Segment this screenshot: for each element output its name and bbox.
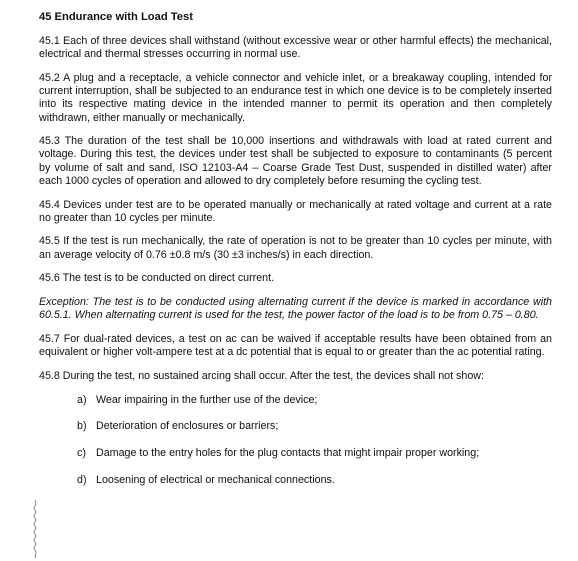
revision-bar-mark [32,500,38,558]
list-item [39,447,552,460]
exception-note: Exception: The test is to be conducted using alternating current if the device is marked in accordance with 60.5.1. When alternating current is used for the test, the power factor of the load is to be from 0.75 – 0.80. [39,296,552,322]
paragraph-45-6: 45.6 The test is to be conducted on direct current. [39,272,275,285]
list-item [39,394,552,407]
list-item [39,474,552,487]
list-item-text: Deterioration of enclosures or barriers; [96,420,279,433]
list-marker: b) [77,420,87,433]
list-marker: d) [77,473,87,486]
list-item-text: Damage to the entry holes for the plug contacts that might impair proper working; [96,446,480,459]
list-marker: c) [77,446,86,459]
paragraph-45-3: 45.3 The duration of the test shall be 10,000 insertions and withdrawals with load at rated current and voltage. During this test, the devices under test shall be subjected to exposure to contaminants (5 percent by volume of salt and sand, ISO 12103-A4 – Coarse Grade Test Dust, suspended in distilled water) after each 1000 cycles of operation and allowed to dry completely before resuming the cycling test. [39,135,552,187]
section-heading: 45 Endurance with Load Test [39,11,193,23]
document-page [39,10,552,500]
list-item-text: Loosening of electrical or mechanical connections. [96,473,335,486]
paragraph-45-1: 45.1 Each of three devices shall withstand (without excessive wear or other harmful effects) the mechanical, electrical and thermal stresses occurring in normal use. [39,35,552,61]
paragraph-45-5: 45.5 If the test is run mechanically, the rate of operation is not to be greater than 10 cycles per minute, with an average velocity of 0.76 ±0.8 m/s (30 ±3 inches/s) in each direction. [39,235,552,261]
paragraph-45-8: 45.8 During the test, no sustained arcing shall occur. After the test, the devices shall not show: [39,369,484,382]
paragraph-45-7: 45.7 For dual-rated devices, a test on ac can be waived if acceptable results have been obtained from an equivalent or higher volt-ampere test at a dc potential that is equal to or greater than the ac potential rating. [39,332,552,359]
list-item [39,420,552,433]
list-marker: a) [77,393,87,406]
paragraph-45-2: 45.2 A plug and a receptacle, a vehicle connector and vehicle inlet, or a breakaway coupling, intended for current interruption, shall be subjected to an endurance test in which one device is to be completely inserted into its respective mating device in the intended manner to permit its operation and then completely withdrawn, either manually or mechanically. [39,71,552,124]
paragraph-45-4: 45.4 Devices under test are to be operated manually or mechanically at rated voltage and current at a rate no greater than 10 cycles per minute. [39,198,552,224]
requirements-list [39,394,552,487]
list-item-text: Wear impairing in the further use of the device; [96,393,318,406]
